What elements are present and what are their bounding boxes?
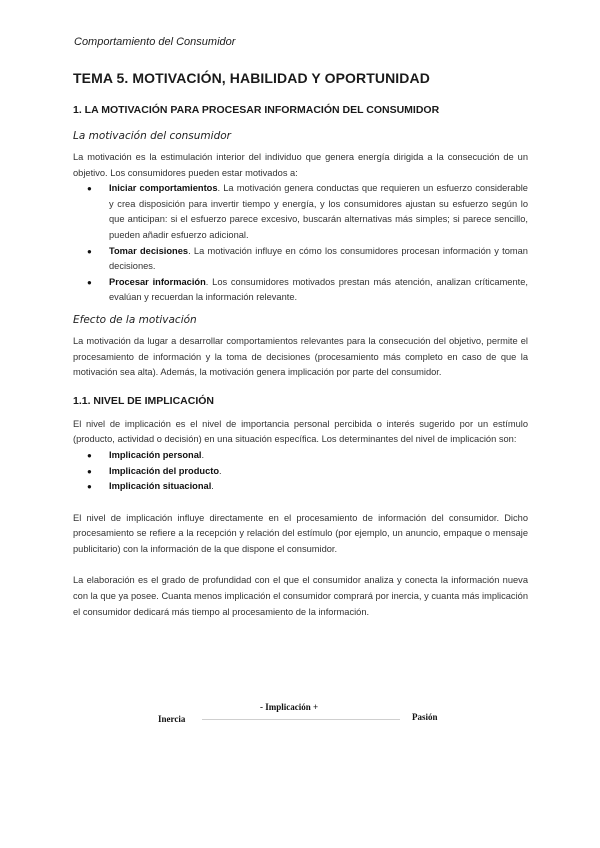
list-item-term: Tomar decisiones — [109, 245, 189, 256]
list-item-text: . La motivación genera conductas que requieren un esfuerzo considerable y crea disposición para invertir tiempo y energía, y los consumidores ajustan su esfuerzo según lo que anticipan: si el esfuerzo parece excesivo, buscarán alternativas más simples; si parece sencillo, pueden añadir esfuerzo adicional. — [109, 183, 528, 240]
scale-label: - Implicación + — [260, 702, 319, 712]
paragraph: La motivación es la estimulación interior del individuo que genera energía dirigida a la consecución de un objetivo. Los consumidores pueden estar motivados a: — [73, 152, 528, 178]
list-item-text: . Los consumidores motivados prestan más atención, analizan críticamente, evalúan y recuerdan la información relevante. — [109, 276, 528, 303]
list-item-term: Implicación situacional — [109, 481, 212, 492]
involvement-scale — [150, 702, 450, 732]
page-title: TEMA 5. MOTIVACIÓN, HABILIDAD Y OPORTUNIDAD — [73, 70, 430, 86]
section-heading: 1. LA MOTIVACIÓN PARA PROCESAR INFORMACIÓN DEL CONSUMIDOR — [73, 104, 440, 116]
list-item — [109, 244, 528, 275]
list-item — [109, 479, 528, 495]
document-body — [73, 70, 528, 620]
subsection-heading: Efecto de la motivación — [73, 313, 197, 326]
list-item-text: . — [211, 481, 214, 492]
list-item — [109, 275, 528, 306]
subsection-heading: La motivación del consumidor — [73, 130, 231, 142]
scale-line — [202, 719, 400, 720]
list-item — [109, 181, 528, 243]
list-item-term: Implicación del producto — [109, 465, 220, 476]
list-item-text: . — [201, 449, 205, 460]
paragraph: La elaboración es el grado de profundidad con el que el consumidor analiza y conecta la información nueva con la que ya posee. Cuanta menos implicación el consumidor comprará por inercia, y cuanta más implicación el consumidor dedicará más tiempo al procesamiento de la información. — [73, 575, 528, 617]
list-item — [109, 464, 528, 480]
list-item-text: . — [219, 465, 222, 476]
section-heading: 1.1. NIVEL DE IMPLICACIÓN — [73, 394, 214, 407]
list-item — [109, 448, 528, 464]
scale-right-label: Pasión — [412, 712, 438, 722]
bullet-list — [73, 448, 528, 495]
paragraph: La motivación da lugar a desarrollar comportamientos relevantes para la consecución del objetivo, permite el procesamiento de información y la toma de decisiones (procesamiento más completo en caso de que la motivación sea alta). Además, la motivación genera implicación por parte del consumidor. — [73, 335, 528, 378]
list-item-text: . La motivación influye en cómo los consumidores procesan información y toman decisiones. — [109, 245, 528, 272]
paragraph: El nivel de implicación influye directamente en el procesamiento de información del consumidor. Dicho procesamiento se refiere a la recepción y relación del estímulo (por ejemplo, un anuncio, empaque o mensaje publicitario) con la información de la que dispone el consumidor. — [73, 512, 528, 554]
list-item-term: Iniciar comportamientos — [109, 183, 218, 194]
list-item-term: Implicación personal — [109, 449, 202, 460]
scale-left-label: Inercia — [158, 714, 186, 724]
bullet-list — [73, 181, 528, 306]
list-item-term: Procesar información — [109, 276, 206, 287]
paragraph: El nivel de implicación es el nivel de importancia personal percibida o interés sugerido por un estímulo (producto, actividad o decisión) en una situación específica. Los determinantes del nivel de implicación son: — [73, 418, 528, 445]
running-header: Comportamiento del Consumidor — [74, 36, 236, 48]
